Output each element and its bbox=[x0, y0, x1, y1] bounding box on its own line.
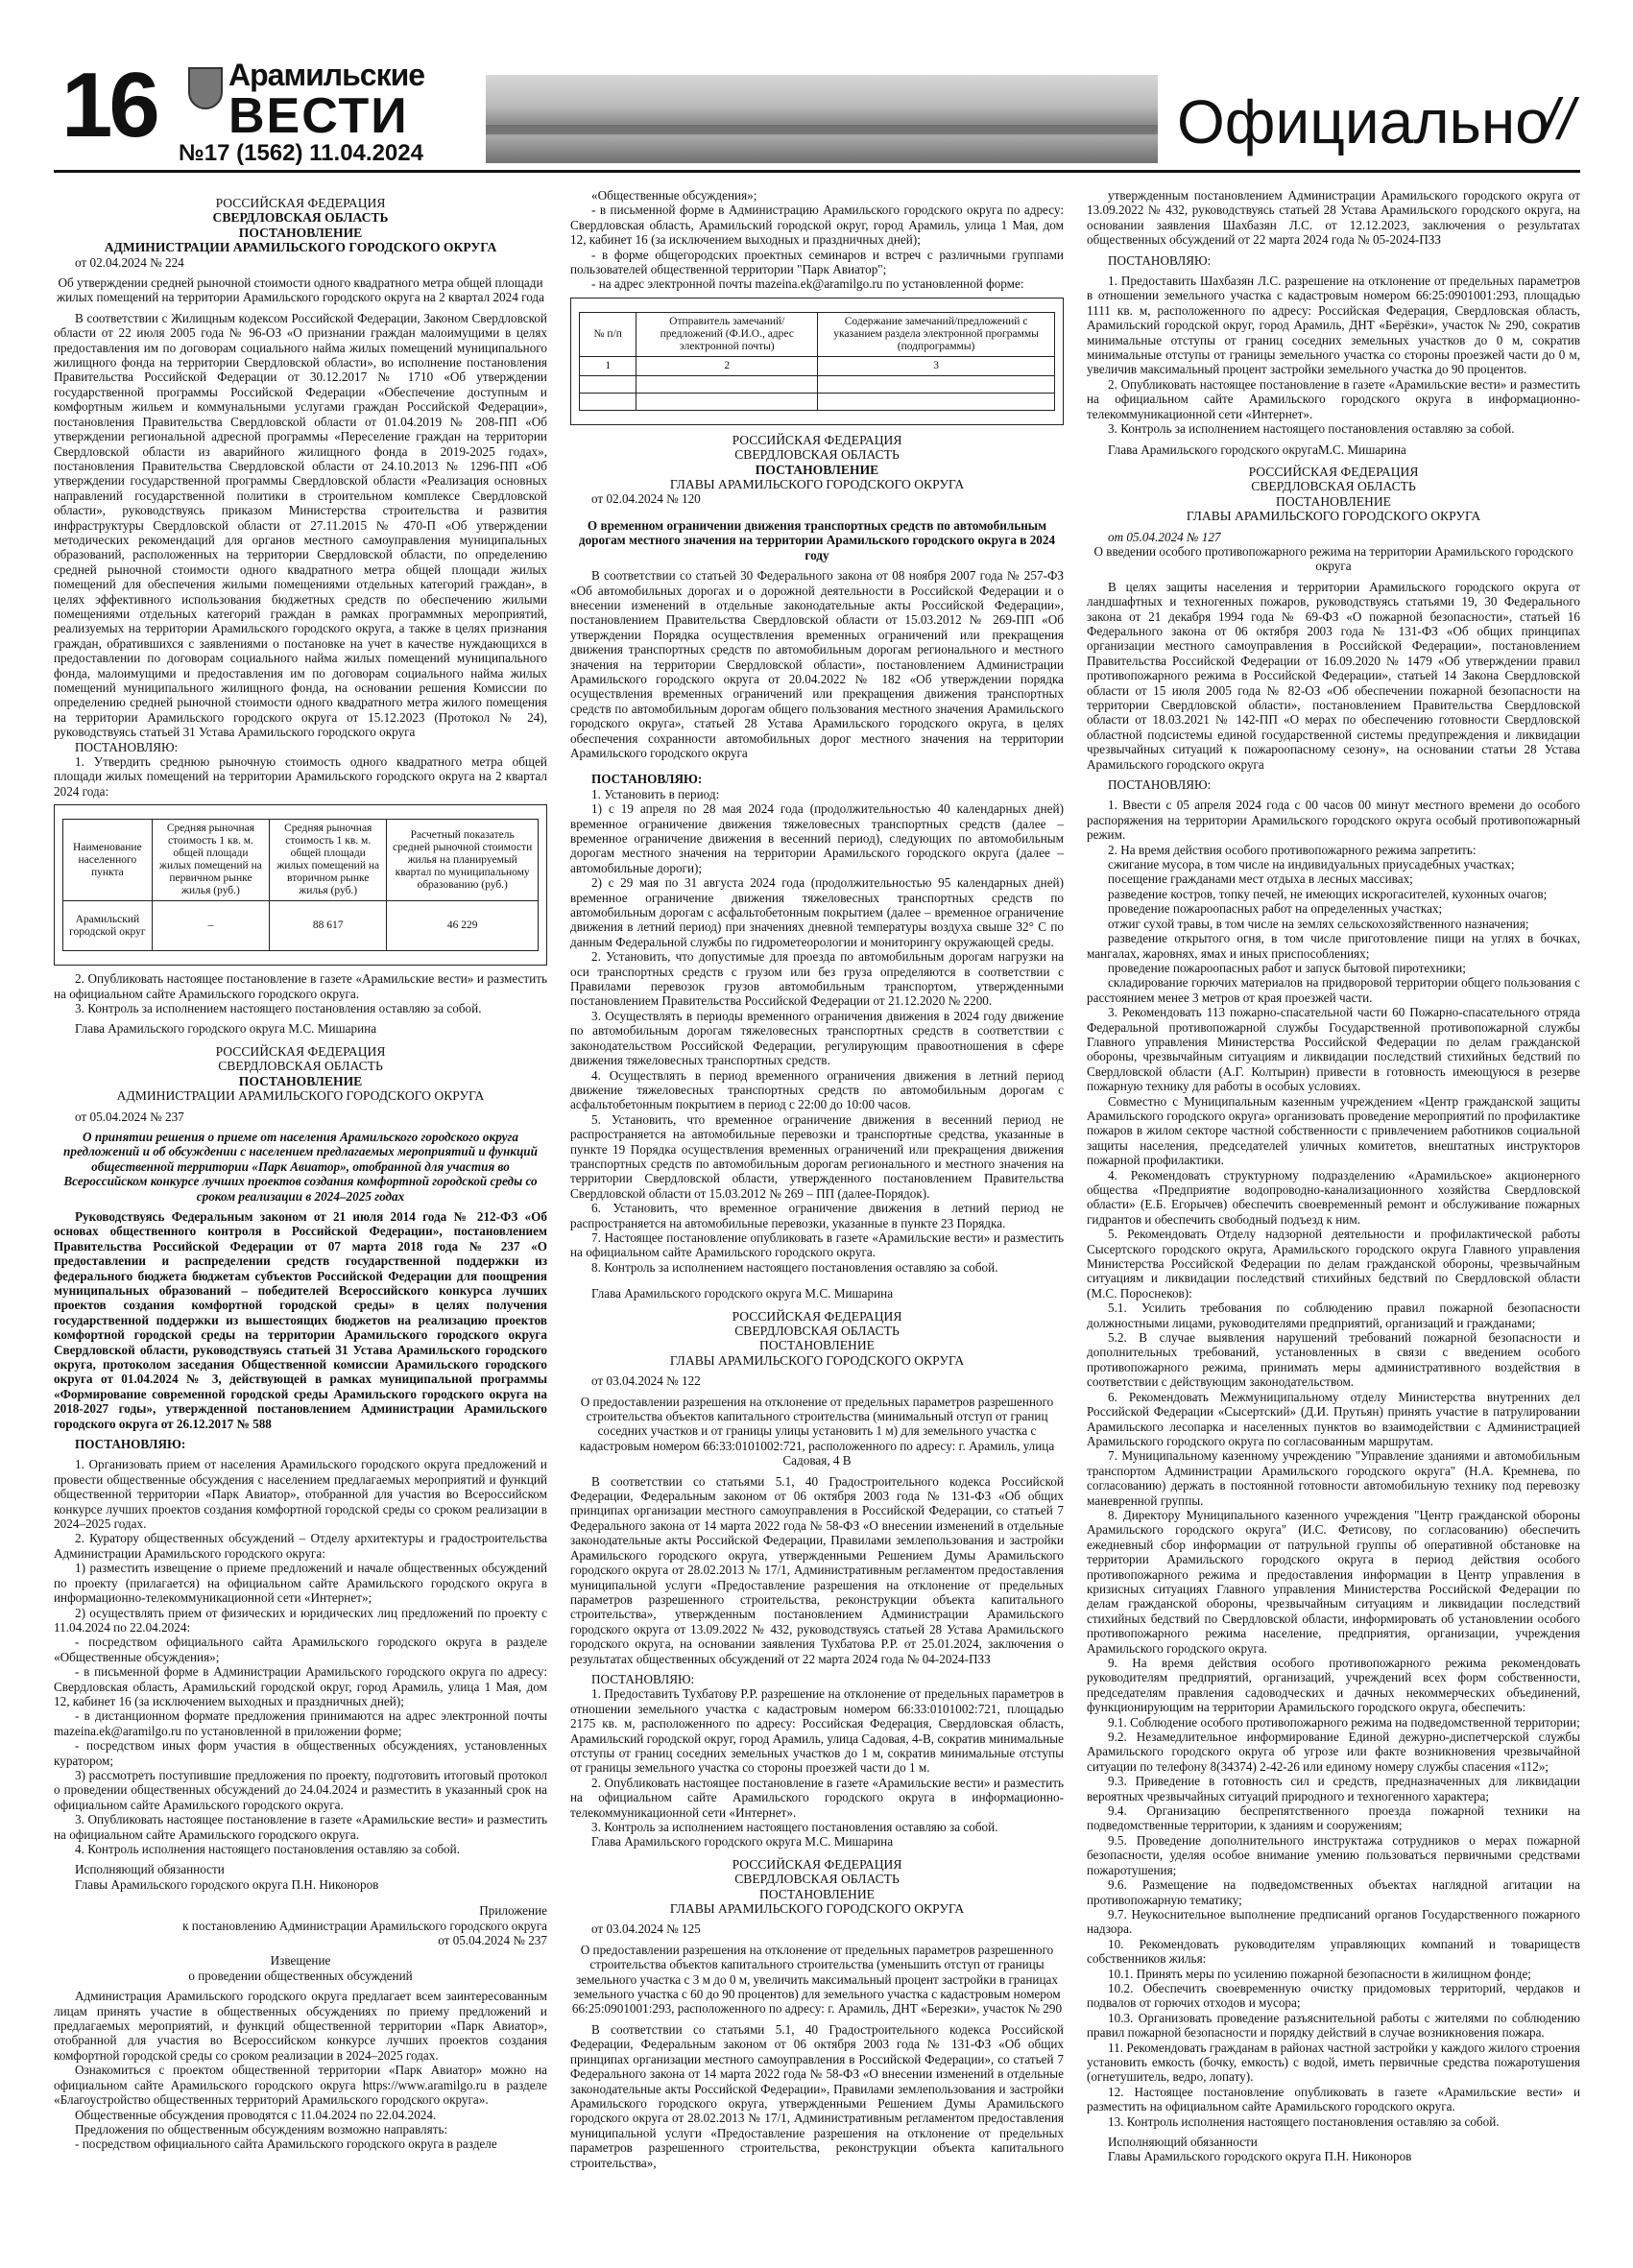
price-table-frame bbox=[54, 804, 547, 966]
doc6-heading bbox=[1087, 465, 1580, 524]
heading-line: ПОСТАНОВЛЕНИЕ bbox=[238, 1073, 363, 1088]
table-row bbox=[580, 393, 1055, 410]
doc6-item: 6. Рекомендовать Межмуниципальному отделу Министерства внутренних дел Российской Федерации «Сысертский» (Д.И. Прутьян) принять участие в патрулировании Арамильского лесопарка и населенных пунктов во взаимодействии с Администрацией Арамильского городского округа по согласованным маршрутам. bbox=[1087, 1389, 1580, 1448]
doc6-item: 10.2. Обеспечить своевременную очистку придомовых территорий, чердаков и подвалов от горючих отходов и мусора; bbox=[1087, 1980, 1580, 2011]
doc5-resolve: ПОСТАНОВЛЯЮ: bbox=[1108, 252, 1212, 268]
column-1 bbox=[54, 188, 547, 2252]
table-cell: 46 229 bbox=[387, 901, 539, 951]
heading-line: РОССИЙСКАЯ ФЕДЕРАЦИЯ bbox=[732, 432, 902, 447]
doc6-item: 5.2. В случае выявления нарушений требований пожарной безопасности и дополнительных требований, установленных в связи с введением особого противопожарного режима, принимать меры административного воздействия в соответствии с действующим законодательством. bbox=[1087, 1330, 1580, 1390]
doc2-item: - посредством иных форм участия в общественных обсуждениях, установленных куратором; bbox=[54, 1738, 547, 1768]
table-header: Средняя рыночная стоимость 1 кв. м. общей площади жилых помещений на первичном рынке жилья (руб.) bbox=[152, 820, 269, 901]
doc2-item: - посредством официального сайта Арамильского городского округа в разделе «Общественные обсуждения»; bbox=[54, 1635, 547, 1664]
feedback-form-frame bbox=[570, 298, 1064, 425]
doc6-item: 13. Контроль исполнения настоящего постановления оставляю за собой. bbox=[1108, 2113, 1500, 2129]
doc3-heading bbox=[570, 433, 1064, 492]
doc6-item: 5.1. Усилить требования по соблюдению правил пожарной безопасности должностными лицами, руководителями предприятий, организаций и гражданами; bbox=[1087, 1301, 1580, 1330]
doc6-title: О введении особого противопожарного режима на территории Арамильского городского округа bbox=[1093, 543, 1573, 574]
table-header: № п/п bbox=[580, 312, 636, 356]
doc3-item: 5. Установить, что временное ограничение движения в весенний период не распространяется на автомобильные перевозки и транспортные средства, указанные в пункте 19 Порядка осуществления временных ограничений или прекращения движения транспортных средств по автомобильным дорогам регионального и местного значения на территории Свердловской области, утвержденного постановлением Правительства Свердловской области от 15.03.2012 № 269 – ПП (далее-Порядок). bbox=[570, 1111, 1064, 1201]
doc3-item: 1. Установить в период: bbox=[591, 786, 720, 801]
heading-line: СВЕРДЛОВСКАЯ ОБЛАСТЬ bbox=[734, 1872, 900, 1887]
doc4-date: от 03.04.2024 № 122 bbox=[591, 1373, 701, 1389]
table-cell: 3 bbox=[818, 356, 1055, 375]
column-2 bbox=[570, 188, 1064, 2252]
article-columns bbox=[54, 188, 1580, 2252]
landscape-banner-image bbox=[486, 75, 1158, 163]
heading-line: РОССИЙСКАЯ ФЕДЕРАЦИЯ bbox=[732, 1856, 902, 1872]
doc4-heading bbox=[570, 1309, 1064, 1369]
doc4-item: 2. Опубликовать настоящее постановление в газете «Арамильские вести» и разместить на официальном сайте Арамильского городского округа в информационно-телекоммуникационной сети «Интернет». bbox=[570, 1775, 1064, 1820]
heading-line: ПОСТАНОВЛЕНИЕ bbox=[755, 462, 879, 477]
doc4-resolve: ПОСТАНОВЛЯЮ: bbox=[591, 1671, 695, 1686]
appendix-label bbox=[54, 1903, 547, 1947]
notice-item: - на адрес электронной почты mazeina.ek@aramilgo.ru по установленной форме: bbox=[591, 276, 1024, 292]
coat-of-arms-icon bbox=[188, 67, 223, 109]
doc2-item: - в дистанционном формате предложения принимаются на адрес электронной почты mazeina.ek@aramilgo.ru по установленной в приложении форме; bbox=[54, 1708, 547, 1738]
doc6-item: 8. Директору Муниципального казенного учреждения "Центр гражданской обороны Арамильского городского округа" (И.С. Фетисову, по согласованию) обеспечить ежедневный сбор информации от патрульной группы об оперативной обстановке на территории Арамильского городского округа в период действия особого противопожарного режима и предоставления информации в Центр управления в кризисных ситуациях Главного управления Министерства Российской Федерации по делам гражданской обороны, чрезвычайным ситуациям и ликвидации последствий стихийных бедствий по Свердловской области, информировать об установлении особого противопожарного режима население, предприятия, организации, учреждения Арамильского городского округа. bbox=[1087, 1507, 1580, 1656]
doc6-item: отжиг сухой травы, в том числе на землях сельскохозяйственного назначения; bbox=[1108, 916, 1529, 931]
table-header-row bbox=[63, 820, 539, 901]
heading-line: ГЛАВЫ АРАМИЛЬСКОГО ГОРОДСКОГО ОКРУГА bbox=[1186, 509, 1481, 524]
table-cell: Арамильский городской округ bbox=[63, 901, 153, 951]
heading-line: ПОСТАНОВЛЕНИЕ bbox=[1276, 493, 1391, 509]
table-header: Содержание замечаний/предложений с указанием раздела электронной программы (подпрограммы) bbox=[818, 312, 1055, 356]
heading-line: АДМИНИСТРАЦИИ АРАМИЛЬСКОГО ГОРОДСКОГО ОКРУГА bbox=[116, 1088, 485, 1104]
heading-line: РОССИЙСКАЯ ФЕДЕРАЦИЯ bbox=[732, 1308, 902, 1324]
doc2-title: О принятии решения о приеме от населения Арамильского городского округа предложений и об обсуждении с населением предлагаемых мероприятий и функций общественной территории «Парк Авиатор», отобранной для участия во Всероссийском конкурсе лучших проектов создания комфортной городской среды со сроком реализации в 2024–2025 годах bbox=[63, 1129, 538, 1204]
doc3-item: 8. Контроль за исполнением настоящего постановления оставляю за собой. bbox=[591, 1259, 998, 1275]
doc2-item: 2) осуществлять прием от физических и юридических лиц предложений по проекту с 11.04.2024 по 22.04.2024: bbox=[54, 1605, 547, 1635]
doc4-item: 3. Контроль за исполнением настоящего постановления оставляю за собой. bbox=[591, 1820, 998, 1834]
issue-info: №17 (1562) 11.04.2024 bbox=[179, 140, 423, 166]
doc6-resolve: ПОСТАНОВЛЯЮ: bbox=[1108, 777, 1212, 793]
table-header: Расчетный показатель средней рыночной стоимости жилья на планируемый квартал по муниципальному образованию (руб.) bbox=[387, 820, 539, 901]
doc6-item: 7. Муниципальному казенному учреждению "Управление зданиями и автомобильным транспортом Администрации Арамильского городского округа" (Н.А. Кремнева, по согласованию) держать в постоянной готовности автомобильную технику под перевозку маневренной группы. bbox=[1087, 1448, 1580, 1508]
heading-line: РОССИЙСКАЯ ФЕДЕРАЦИЯ bbox=[215, 1043, 386, 1059]
table-cell: 1 bbox=[580, 356, 636, 375]
doc5-signature: Глава Арамильского городского округаМ.С. Мишарина bbox=[1108, 442, 1406, 457]
table-header: Отправитель замечаний/ предложений (Ф.И.О., адрес электронной почты) bbox=[636, 312, 818, 356]
appendix-line: от 05.04.2024 № 237 bbox=[438, 1933, 547, 1948]
doc6-item: 9.4. Организацию беспрепятственного проезда пожарной техники на подведомственные территории, к зданиям и сооружениям; bbox=[1087, 1803, 1580, 1833]
page-number: 16 bbox=[61, 54, 156, 156]
doc3-signature: Глава Арамильского городского округа М.С. Мишарина bbox=[591, 1286, 894, 1301]
doc2-item: 4. Контроль исполнения настоящего постановления оставляю за собой. bbox=[75, 1842, 460, 1856]
doc1-item-1: 1. Утвердить среднюю рыночную стоимость одного квадратного метра общей площади жилых помещений на территории Арамильского городского округа на 2 квартал 2024 года: bbox=[54, 754, 547, 799]
doc1-body: В соответствии с Жилищным кодексом Российской Федерации, Законом Свердловской области от 22 июля 2005 года № 96-ОЗ «О признании граждан малоимущими в целях предоставления им по договорам социального найма жилых помещений муниципального жилищного фонда на территории Свердловской области», во исполнение постановления Правительства Российской Федерации от 30.12.2017 № 1710 «Об утверждении государственной программы Российской Федерации «Обеспечение доступным и комфортным жильем и коммунальными услугами граждан Российской Федерации», постановления Правительства Свердловской области от 01.04.2019 № 208-ПП «Об утверждении региональной адресной программы «Переселение граждан на территории Свердловской области из аварийного жилищного фонда в 2019-2025 годах», постановления Правительства Свердловской области от 24.10.2013 № 1296-ПП «Об утверждении государственной программы Свердловской области «Реализация основных направлений государственной политики в строительном комплексе Свердловской области», руководствуясь приказом Министерства строительства и развития инфраструктуры Свердловской области от 27.11.2015 № 470-П «Об утверждении методических рекомендаций для органов местного самоуправления муниципальных образований, расположенных на территории Свердловской области, по определению средней рыночной стоимости одного квадратного метра общей площади жилых помещений для обеспечения жилыми помещениями отдельных категорий граждан», в целях эффективного использования бюджетных средств по обеспечению жилыми помещениями отдельных категорий граждан в рамках программных мероприятий, реализуемых на территории Арамильского городского округа, а также в целях признания граждан, обратившихся с заявлениями о постановке на учет в качестве нуждающихся в предоставлении по договорам социального найма жилых помещений муниципального фонда, малоимущими и предоставления им по договорам социального найма жилых помещений муниципального жилищного фонда, на основании решения Комиссии по определению средней рыночной стоимости одного квадратного метра жилого помещения на территории Арамильского городского округа от 15.12.2023 (Протокол № 24), руководствуясь статьей 31 Устава Арамильского городского округа bbox=[54, 310, 547, 740]
doc5-heading bbox=[570, 1857, 1064, 1917]
doc2-item: 2. Куратору общественных обсуждений – Отделу архитектуры и градостроительства Администрации Арамильского городского округа: bbox=[54, 1531, 547, 1561]
doc3-resolve: ПОСТАНОВЛЯЮ: bbox=[591, 772, 703, 787]
doc2-item: - в письменной форме в Администрации Арамильского городского округа по адресу: Свердловская область, Арамильский городской округ, город Арамиль, улица 1 Мая, дом 12, кабинет 16 (за исключением выходных и праздничных дней); bbox=[54, 1664, 547, 1708]
notice-item: «Общественные обсуждения»; bbox=[591, 188, 757, 203]
doc6-body: В целях защиты населения и территории Арамильского городского округа от ландшафтных и техногенных пожаров, руководствуясь статьями 19, 30 Федерального закона от 21 декабря 1994 года № 69-ФЗ «О пожарной безопасности», статьей 16 Федерального закона от 06 октября 2003 года № 131-ФЗ «Об общих принципах организации местного самоуправления в Российской Федерации», постановлением Правительства Российской Федерации от 16.09.2020 № 1479 «Об утверждении правил противопожарного режима в Российской Федерации», статьей 14 Закона Свердловской области от 15 июля 2005 года № 82-ОЗ «Об обеспечении пожарной безопасности на территории Свердловской области», постановлением Правительства Свердловской области от 18.03.2021 № 142-ПП «О мерах по обеспечению готовности Свердловской областной подсистемы единой государственной системы предупреждения и ликвидации чрезвычайных ситуаций к пожароопасному сезону», на основании статьи 28 Устава Арамильского городского округа bbox=[1087, 579, 1580, 772]
doc6-item: складирование горючих материалов на придворовой территории общего пользования с расстоянием менее 3 метров от края проезжей части. bbox=[1087, 975, 1580, 1005]
notice-paragraph: Администрация Арамильского городского округа предлагает всем заинтересованным лицам принять участие в общественных обсуждениях по приему предложений и предлагаемых мероприятий, и функций общественной территории «Парк Авиатор», отобранной для участия во Всероссийском конкурсе лучших проектов создания комфортной городской среды со сроком реализации в 2024–2025 годах. bbox=[54, 1989, 547, 2063]
doc4-item: 1. Предоставить Тухбатову Р.Р. разрешение на отклонение от предельных параметров в отношении земельного участка с кадастровым номером 66:33:0101002:721, площадью 2175 кв. м, расположенного по адресу: Российская Федерация, Свердловская область, Арамильский городской округ, город Арамиль, улица Садовая, 4-В, сократив минимальные отступы от границ соседних земельных участков до 1 м, сократив минимальные отступы от границы земельного участка со стороны проезжей части до 1 м. bbox=[570, 1686, 1064, 1776]
notice-paragraph: - посредством официального сайта Арамильского городского округа в разделе bbox=[75, 2137, 497, 2152]
doc6-item: 9.5. Проведение дополнительного инструктажа сотрудников о мерах пожарной безопасности, уделяя особое внимание умению пользоваться первичными средствами пожаротушения; bbox=[1087, 1832, 1580, 1877]
masthead bbox=[54, 48, 1580, 173]
doc3-body: В соответствии со статьей 30 Федерального закона от 08 ноября 2007 года № 257-ФЗ «Об автомобильных дорогах и о дорожной деятельности в Российской Федерации и о внесении изменений в отдельные законодательные акты Российской Федерации», постановлением Правительства Свердловской области от 15.03.2012 № 269-ПП «Об утверждении Порядка осуществления временных ограничений или прекращения движения транспортных средств по автомобильным дорогам регионального и местного значения на территории Свердловской области», постановлением Администрации Арамильского городского округа от 20.04.2022 № 182 «Об утверждении порядка осуществления временных ограничений или прекращения движения транспортных средств по автомобильным дорогам общего пользования местного значения Арамильского городского округа», статьей 28 Устава Арамильского городского округа, в целях обеспечения сохранности автомобильных дорог местного значения на территории Арамильского городского округа bbox=[570, 568, 1064, 760]
doc6-item: Совместно с Муниципальным казенным учреждением «Центр гражданской защиты Арамильского городского округа» организовать проведение мероприятий по профилактике пожаров в жилом секторе частной собственности с привлечением работников социальной защиты населения, председателей уличных комитетов, внештатных инструкторов пожарной профилактики. bbox=[1087, 1093, 1580, 1168]
heading-line: СВЕРДЛОВСКАЯ ОБЛАСТЬ bbox=[734, 1324, 900, 1338]
heading-line: РОССИЙСКАЯ ФЕДЕРАЦИЯ bbox=[215, 196, 386, 210]
feedback-form-table bbox=[579, 312, 1055, 411]
doc6-item: 5. Рекомендовать Отделу надзорной деятельности и профилактической работы Сысертского городского округа, Арамильского городского округа Главного управления Министерства Российской Федерации по делам гражданской обороны, чрезвычайным ситуациям и ликвидации последствий стихийных бедствий по Свердловской области (М.С. Пороснеков): bbox=[1087, 1227, 1580, 1301]
notice-item: - в письменной форме в Администрацию Арамильского городского округа по адресу: Свердловская область, Арамильский городской округ, город Арамиль, улица 1 Мая, дом 12, кабинет 16 (за исключением выходных и праздничных дней); bbox=[570, 203, 1064, 248]
doc6-item: разведение костров, топку печей, не имеющих искрогасителей, кухонных очагов; bbox=[1108, 886, 1548, 901]
table-row bbox=[63, 901, 539, 951]
doc6-item: 10.3. Организовать проведение разъяснительной работы с жителями по соблюдению правил пожарной безопасности и порядку действий в случае возникновения пожара. bbox=[1087, 2010, 1580, 2041]
doc2-heading bbox=[54, 1044, 547, 1104]
doc6-item: 1. Ввести с 05 апреля 2024 года с 00 часов 00 минут местного времени до особого распоряжения на территории Арамильского городского округа особый противопожарный режим. bbox=[1087, 798, 1580, 843]
doc3-item: 7. Настоящее постановление опубликовать в газете «Арамильские вести» и разместить на официальном сайте Арамильского городского округа. bbox=[570, 1229, 1064, 1260]
heading-line: ПОСТАНОВЛЕНИЕ bbox=[759, 1338, 875, 1353]
newspaper-logo bbox=[228, 58, 516, 144]
doc6-item: проведение пожароопасных работ на определенных участках; bbox=[1108, 901, 1443, 917]
notice-item: - в форме общегородских проектных семинаров и встреч с различными группами пользователей общественной территории "Парк Авиатор"; bbox=[570, 247, 1064, 277]
doc6-item: 9.3. Приведение в готовность сил и средств, предназначенных для ликвидации вероятных чрезвычайных ситуаций природного и техногенного характера; bbox=[1087, 1774, 1580, 1803]
section-slashes: // bbox=[1542, 87, 1574, 152]
doc3-item: 3. Осуществлять в периоды временного ограничения движения в 2024 году движение по автомобильным дорогам тяжеловесных транспортных средств в соответствии с законодательством Российской Федерации, регулирующим правоотношения в сфере движения тяжеловесных транспортных средств. bbox=[570, 1008, 1064, 1068]
doc6-item: 2. На время действия особого противопожарного режима запретить: bbox=[1108, 842, 1477, 857]
doc3-date: от 02.04.2024 № 120 bbox=[591, 491, 701, 507]
doc2-item: 3) рассмотреть поступившие предложения по проекту, подготовить итоговый протокол о проведении общественных обсуждений до 24.04.2024 и разместить в указанный срок на официальном сайте Арамильского городского округа. bbox=[54, 1767, 547, 1812]
doc1-signature: Глава Арамильского городского округа М.С. Мишарина bbox=[75, 1021, 377, 1037]
doc6-signature-name: Главы Арамильского городского округа П.Н. Никоноров bbox=[1108, 2149, 1412, 2164]
heading-line: СВЕРДЛОВСКАЯ ОБЛАСТЬ bbox=[212, 210, 389, 226]
notice-title: Извещение bbox=[270, 1953, 331, 1969]
logo-top-text: Арамильские bbox=[228, 58, 425, 92]
doc5-item: 2. Опубликовать настоящее постановление в газете «Арамильские вести» и разместить на официальном сайте Арамильского городского округа в информационно-телекоммуникационной сети «Интернет». bbox=[1087, 376, 1580, 421]
doc2-body: Руководствуясь Федеральным законом от 21 июля 2014 года № 212-ФЗ «Об основах общественного контроля в Российской Федерации», постановлением Правительства Российской Федерации от 07 марта 2018 года № 237 «О предоставлении и распределении средств государственной поддержки из федерального бюджета бюджетам субъектов Российской Федерации для поощрения муниципальных образований – победителей Всероссийского конкурса лучших проектов создания комфортной городской среды» в целях получения государственной поддержки из вышестоящих бюджетов на реализацию проектов комфортной городской среды на территории Арамильского городского округа Свердловской области, руководствуясь статьей 31 Устава Арамильского городского округа, протоколом заседания Общественной комиссии Арамильского городского округа от 01.04.2024 № 3, действующей в рамках муниципальной программы «Формирование современной городской среды Арамильского городского округа на 2018-2027 годы», утвержденной постановлением Администрации Арамильского городского округа от 26.12.2017 № 588 bbox=[54, 1208, 547, 1431]
doc2-item: 1) разместить извещение о приеме предложений и начале общественных обсуждений по проекту (прилагается) на официальном сайте Арамильского городского округа в информационно-телекоммуникационной сети «Интернет»; bbox=[54, 1561, 547, 1606]
heading-line: ГЛАВЫ АРАМИЛЬСКОГО ГОРОДСКОГО ОКРУГА bbox=[669, 1352, 965, 1368]
doc6-item: 10. Рекомендовать руководителям управляющих компаний и товариществ собственников жилья: bbox=[1087, 1936, 1580, 1967]
doc1-item-3: 3. Контроль за исполнением настоящего постановления оставляю за собой. bbox=[75, 1001, 482, 1016]
doc3-item: 1) с 19 апреля по 28 мая 2024 года (продолжительностью 40 календарных дней) временное ограничение движения тяжеловесных транспортных средств (далее – временное ограничение движения в весенний период), следующих по автомобильным дорогам местного значения на территории Арамильского городского округа (далее – автомобильные дороги); bbox=[570, 801, 1064, 875]
notice-paragraph: Предложения по общественным обсуждениям возможно направлять: bbox=[75, 2121, 448, 2137]
notice-paragraph: Ознакомиться с проектом общественной территории «Парк Авиатор» можно на официальном сайте Арамильского городского округа https://www.aramilgo.ru в разделе «Благоустройство общественных территорий Арамильского городского округа». bbox=[54, 2063, 547, 2108]
doc5-date: от 03.04.2024 № 125 bbox=[591, 1922, 701, 1937]
heading-line: АДМИНИСТРАЦИИ АРАМИЛЬСКОГО ГОРОДСКОГО ОКРУГА bbox=[104, 240, 497, 255]
heading-line: РОССИЙСКАЯ ФЕДЕРАЦИЯ bbox=[1248, 464, 1419, 479]
doc3-item: 2) с 29 мая по 31 августа 2024 года (продолжительностью 95 календарных дней) временное ограничение движения тяжеловесных транспортных средств по автомобильным дорогам с асфальтобетонным покрытием (далее – временное ограничение движения в летний период) при значениях дневной температуры воздуха свыше 32° С по данным Федеральной службы по гидрометеорологии и мониторингу окружающей среды. bbox=[570, 875, 1064, 949]
doc2-signature-role: Исполняющий обязанности bbox=[75, 1862, 225, 1877]
doc5-title: О предоставлении разрешения на отклонение от предельных параметров разрешенного строительства объектов капитального строительства (уменьшить отступ от границы земельного участка с 3 м до 0 м, увеличить максимальный процент застройки в границах земельного участка с 60 до 90 процентов) для земельного участка с кадастровым номером 66:25:0901001:293, расположенного по адресу: г. Арамиль, ДНТ «Березки», участок № 290 bbox=[571, 1942, 1063, 2017]
doc6-item: 9. На время действия особого противопожарного режима рекомендовать руководителям предприятий, организаций, учреждений всех форм собственности, председателям правления садоводческих и дачных некоммерческих объединений, функционирующим на территории Арамильского городского округа, обеспечить: bbox=[1087, 1656, 1580, 1715]
doc4-signature: Глава Арамильского городского округа М.С. Мишарина bbox=[591, 1834, 894, 1850]
table-header: Наименование населенного пункта bbox=[63, 820, 153, 901]
doc1-resolve: ПОСТАНОВЛЯЮ: bbox=[75, 739, 179, 754]
doc5-item: 3. Контроль за исполнением настоящего постановления оставляю за собой. bbox=[1108, 421, 1515, 437]
doc6-item: сжигание мусора, в том числе на индивидуальных приусадебных участках; bbox=[1108, 857, 1515, 872]
section-title: Официально bbox=[1177, 87, 1549, 156]
heading-line: СВЕРДЛОВСКАЯ ОБЛАСТЬ bbox=[1251, 479, 1416, 494]
doc3-item: 4. Осуществлять в период временного ограничения движения в летний период движение тяжеловесных транспортных средств по автомобильным дорогам с асфальтобетонным покрытием в период с 22:00 до 10:00 часов. bbox=[570, 1067, 1064, 1112]
doc3-title: О временном ограничении движения транспортных средств по автомобильным дорогам местного значения на территории Арамильского городского округа в 2024 году bbox=[578, 517, 1056, 562]
heading-line: ГЛАВЫ АРАМИЛЬСКОГО ГОРОДСКОГО ОКРУГА bbox=[669, 477, 965, 492]
doc2-resolve: ПОСТАНОВЛЯЮ: bbox=[75, 1437, 186, 1452]
doc6-item: 9.1. Соблюдение особого противопожарного режима на подведомственной территории; bbox=[1108, 1714, 1580, 1730]
table-cell: 2 bbox=[636, 356, 818, 375]
doc3-item: 2. Установить, что допустимые для проезда по автомобильным дорогам нагрузки на оси транспортных средств с грузом или без груза определяются в соответствии с Правилами перевозок грузов автомобильным транспортом, утвержденными постановлением Правительства Российской Федерации от 21.12.2020 № 2200. bbox=[570, 949, 1064, 1009]
heading-line: ПОСТАНОВЛЕНИЕ bbox=[238, 225, 363, 240]
logo-bottom-text: ВЕСТИ bbox=[228, 88, 409, 144]
doc6-item: 12. Настоящее постановление опубликовать в газете «Арамильские вести» и разместить на официальном сайте Арамильского городского округа. bbox=[1087, 2084, 1580, 2114]
table-row bbox=[580, 356, 1055, 375]
doc5-body-continued: утвержденным постановлением Администрации Арамильского городского округа от 13.09.2022 № 432, руководствуясь статьей 28 Устава Арамильского городского округа, на основании заявления Шахбазян Л.С. от 12.12.2023, заключения о результатах общественных обсуждений от 22 марта 2024 года № 05-2024-ПЗЗ bbox=[1087, 188, 1580, 248]
doc6-date: от 05.04.2024 № 127 bbox=[1108, 529, 1221, 544]
notice-subtitle: о проведении общественных обсуждений bbox=[188, 1968, 413, 1983]
doc6-item: 11. Рекомендовать гражданам в районах частной застройки у каждого жилого строения установить емкость (бочку, емкость) с водой, иметь первичные средства пожаротушения (огнетушитель, ведро, лопату). bbox=[1087, 2040, 1580, 2085]
doc1-item-2: 2. Опубликовать настоящее постановление в газете «Арамильские вести» и разместить на официальном сайте Арамильского городского округа. bbox=[54, 971, 547, 1001]
heading-line: СВЕРДЛОВСКАЯ ОБЛАСТЬ bbox=[734, 447, 900, 463]
doc6-item: 9.7. Неукоснительное выполнение предписаний органов Государственного пожарного надзора. bbox=[1087, 1906, 1580, 1937]
doc2-item: 1. Организовать прием от населения Арамильского городского округа предложений и провести общественные обсуждения с населением предлагаемых мероприятий и функций общественной территории «Парк Авиатор», отобранной для участия во Всероссийском конкурсе лучших проектов создания комфортной городской среды со сроком реализации в 2024–2025 годах. bbox=[54, 1457, 547, 1532]
column-3 bbox=[1087, 188, 1580, 2252]
doc6-signature-role: Исполняющий обязанности bbox=[1108, 2135, 1258, 2149]
doc4-title: О предоставлении разрешения на отклонение от предельных параметров разрешенного строительства объектов капитального строительства (минимальный отступ от границ соседних участков и от границы улицы установить 1 м) для земельного участка с кадастровым номером 66:33:0101002:721, расположенного по адресу: г. Арамиль, улица Садовая, 4 В bbox=[579, 1394, 1055, 1468]
doc6-item: 3. Рекомендовать 113 пожарно-спасательной части 60 Пожарно-спасательного отряда Федеральной противопожарной службы Государственной противопожарной службы Главного управления Министерства Российской Федерации по делам гражданской обороны, чрезвычайным ситуациям и ликвидации последствий стихийных бедствий по Свердловской области (А.Г. Колтырин) привести в готовность имеющуюся в резерве пожарную технику для работы в особых условиях. bbox=[1087, 1005, 1580, 1094]
table-cell: 88 617 bbox=[270, 901, 387, 951]
doc1-date: от 02.04.2024 № 224 bbox=[75, 254, 184, 270]
table-row bbox=[580, 375, 1055, 393]
table-header: Средняя рыночная стоимость 1 кв. м. общей площади жилых помещений на вторичном рынке жилья (руб.) bbox=[270, 820, 387, 901]
doc5-item: 1. Предоставить Шахбазян Л.С. разрешение на отклонение от предельных параметров в отношении земельного участка с кадастровым номером 66:25:0901001:293, площадью 1111 кв. м, расположенного по адресу: Российская Федерация, Свердловская область, Арамильский городской округ, город Арамиль, ДНТ «Берёзки», участок № 290, сократив минимальные отступы от границ соседних земельных участков до 0 м, сократив минимальные отступы от границы земельного участка со стороны проезжей части до 0 м, увеличив максимальный процент застройки земельного участка до 90 процентов. bbox=[1087, 274, 1580, 377]
table-cell: – bbox=[152, 901, 269, 951]
doc6-item: 10.1. Принять меры по усилению пожарной безопасности в жилищном фонде; bbox=[1108, 1966, 1531, 1981]
doc6-item: разведение открытого огня, в том числе приготовление пищи на углях в бочках, мангалах, жаровнях, ямах и иных приспособлениях; bbox=[1087, 931, 1580, 961]
doc6-item: проведение пожароопасных работ и запуск бытовой пиротехники; bbox=[1108, 960, 1466, 975]
doc1-title: Об утверждении средней рыночной стоимости одного квадратного метра общей площади жилых помещений на территории Арамильского городского округа на 2 квартал 2024 года bbox=[56, 275, 544, 305]
doc6-item: 9.2. Незамедлительное информирование Единой дежурно-диспетчерской службы Арамильского городского округа об угрозе или факте возникновения чрезвычайной ситуации по телефону 8(34374) 2-42-26 или единому номеру службы спасения «112»; bbox=[1087, 1730, 1580, 1774]
heading-line: СВЕРДЛОВСКАЯ ОБЛАСТЬ bbox=[218, 1059, 383, 1074]
doc4-body: В соответствии со статьями 5.1, 40 Градостроительного кодекса Российской Федерации, Федеральным законом от 06 октября 2003 года № 131-ФЗ «Об общих принципах организации местного самоуправления в Российской Федерации, со статьей 7 Федерального закона от 14 марта 2022 года № 58-ФЗ «О внесении изменений в отдельные законодательные акты Российской Федерации, Правилами землепользования и застройки Арамильского городского округа, утвержденными Решением Думы Арамильского городского округа от 28.02.2013 № 17/1, Административным регламентом предоставления муниципальной услуги «Предоставление разрешения на отклонение от предельных параметров разрешенного строительства, реконструкции объекта капитального строительства», утвержденным постановлением Администрации Арамильского городского округа от 13.09.2022 № 432, руководствуясь статьей 28 Устава Арамильского городского округа, на основании заявления Тухбатова Р.Р. от 25.01.2024, заключения о результатах общественных обсуждений от 22 марта 2024 года № 04-2024-ПЗЗ bbox=[570, 1473, 1064, 1666]
price-table bbox=[62, 819, 539, 951]
doc2-signature-name: Главы Арамильского городского округа П.Н. Никоноров bbox=[75, 1876, 379, 1892]
doc2-item: 3. Опубликовать настоящее постановление в газете «Арамильские вести» и разместить на официальном сайте Арамильского городского округа. bbox=[54, 1812, 547, 1842]
heading-line: ПОСТАНОВЛЕНИЕ bbox=[759, 1886, 875, 1901]
appendix-line: к постановлению Администрации Арамильского городского округа bbox=[182, 1918, 547, 1933]
doc6-item: посещение гражданами мест отдыха в лесных массивах; bbox=[1108, 871, 1413, 887]
appendix-line: Приложение bbox=[479, 1903, 547, 1919]
doc2-date: от 05.04.2024 № 237 bbox=[75, 1109, 184, 1124]
table-header-row bbox=[580, 312, 1055, 356]
notice-paragraph: Общественные обсуждения проводятся с 11.04.2024 по 22.04.2024. bbox=[75, 2107, 437, 2122]
doc6-item: 9.6. Размещение на подведомственных объектах наглядной агитации на противопожарную тематику; bbox=[1087, 1877, 1580, 1907]
doc5-body: В соответствии со статьями 5.1, 40 Градостроительного кодекса Российской Федерации, Федеральным законом от 06 октября 2003 года № 131-ФЗ «Об общих принципах организации местного самоуправления в Российской Федерации», со статьей 7 Федерального закона от 14 марта 2022 года № 58-ФЗ «О внесении изменений в отдельные законодательные акты Российской Федерации», Правилами землепользования и застройки Арамильского городского округа, утвержденными Решением Думы Арамильского городского округа от 28.02.2013 № 17/1, Административным регламентом предоставления муниципальной услуги «Предоставление разрешения на отклонение от предельных параметров разрешенного строительства, реконструкции объекта капитального строительства», bbox=[570, 2021, 1064, 2170]
doc1-heading bbox=[54, 196, 547, 255]
doc3-item: 6. Установить, что временное ограничение движения в летний период не распространяется на автомобильные перевозки, указанные в пункте 23 Порядка. bbox=[570, 1201, 1064, 1230]
heading-line: ГЛАВЫ АРАМИЛЬСКОГО ГОРОДСКОГО ОКРУГА bbox=[669, 1901, 965, 1917]
doc6-item: 4. Рекомендовать структурному подразделению «Арамильское» акционерного общества «Предприятие водопроводно-канализационного хозяйства Свердловской области» (Е.Б. Егорычев) обеспечить своевременный ремонт и обслуживание пожарных гидрантов и обеспечить свободный подъезд к ним. bbox=[1087, 1167, 1580, 1227]
